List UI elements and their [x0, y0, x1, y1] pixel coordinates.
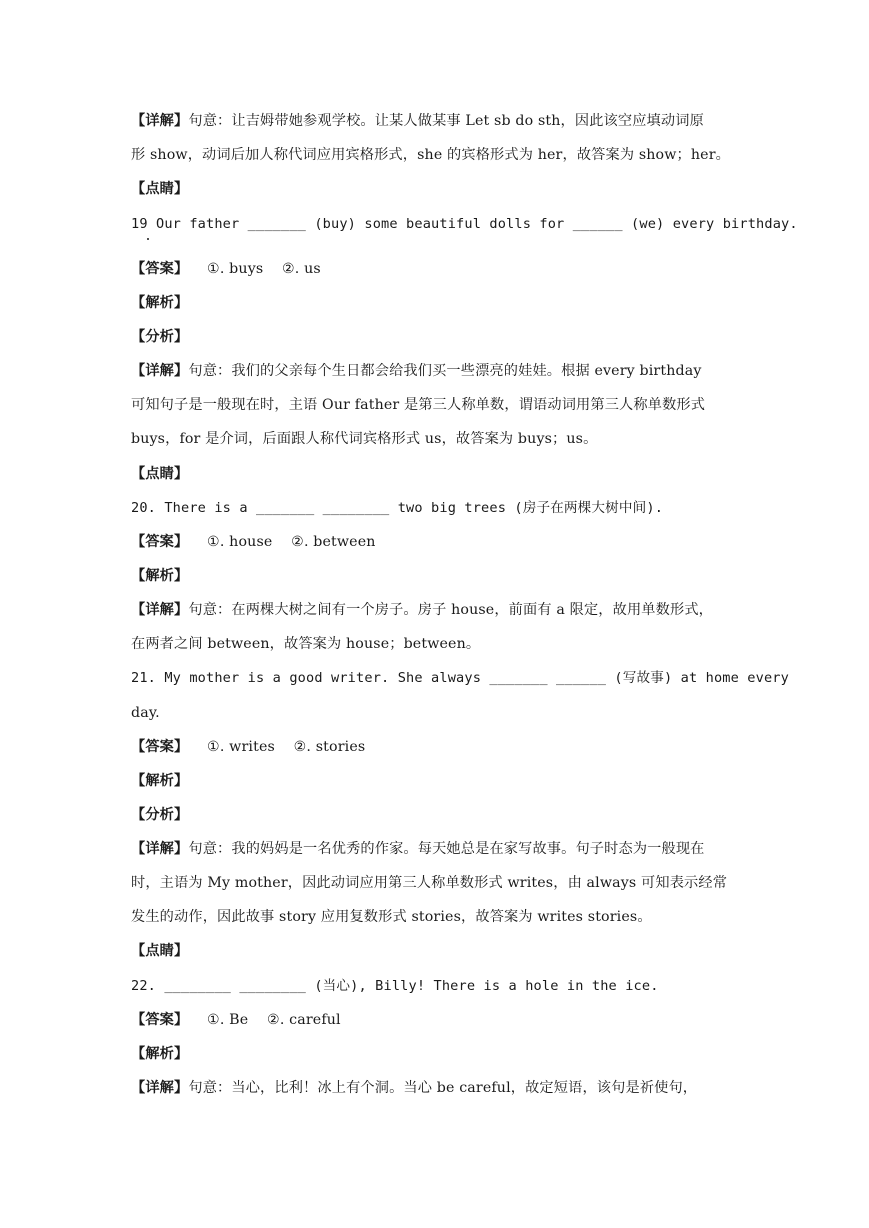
label-comment: 【点睛】: [131, 943, 189, 959]
question-19: [131, 214, 798, 234]
line-text: 时，主语为 My mother，因此动词应用第三人称单数形式 writes，由 always 可知表示经常: [131, 875, 728, 891]
label-detail: 【详解】: [131, 602, 189, 618]
label-detail: 【详解】: [131, 1080, 189, 1096]
line-29: [131, 1078, 751, 1098]
answer-21: [131, 737, 751, 757]
line-text: 可知句子是一般现在时，主语 Our father 是第三人称单数，谓语动词用第三人称单数形式: [131, 397, 706, 413]
label-parse: 【解析】: [131, 568, 189, 584]
line-28: [131, 1044, 751, 1064]
label-answer: 【答案】: [131, 534, 189, 550]
label-detail: 【详解】: [131, 363, 189, 379]
line-25: [131, 941, 751, 961]
question-22: [131, 976, 751, 996]
label-parse: 【解析】: [131, 295, 189, 311]
label-analysis: 【分析】: [131, 807, 189, 823]
answer-20: [131, 532, 751, 552]
question-20: [131, 498, 751, 518]
line-20: [131, 771, 751, 791]
line-text: day.: [131, 705, 160, 721]
label-answer: 【答案】: [131, 739, 189, 755]
label-comment: 【点睛】: [131, 466, 189, 482]
label-parse: 【解析】: [131, 1046, 189, 1062]
line-16: [131, 634, 751, 654]
line-8: [131, 361, 751, 381]
line-1: [131, 111, 751, 131]
label-parse: 【解析】: [131, 773, 189, 789]
line-text: 形 show，动词后加人称代词应用宾格形式，she 的宾格形式为 her，故答案为 show；her。: [131, 147, 730, 163]
label-answer: 【答案】: [131, 1012, 189, 1028]
line-3: [131, 179, 751, 199]
question-text: 20. There is a _______ ________ two big trees (房子在两棵大树中间).: [131, 500, 664, 516]
line-text: 句意：我们的父亲每个生日都会给我们买一些漂亮的娃娃。根据 every birthday: [188, 363, 702, 379]
line-2: [131, 145, 751, 165]
label-answer: 【答案】: [131, 261, 189, 277]
line-7: [131, 327, 751, 347]
line-text: 句意：在两棵大树之间有一个房子。房子 house，前面有 a 限定，故用单数形式，: [188, 602, 713, 618]
answer-22: [131, 1010, 751, 1030]
question-text: 19 Our father _______ (buy) some beautiful dolls for ______ (we) every birthday.: [131, 216, 798, 232]
line-text: 句意：当心，比利！冰上有个洞。当心 be careful，故定短语，该句是祈使句，: [188, 1080, 698, 1096]
question-21: [131, 668, 789, 688]
line-text: buys，for 是介词，后面跟人称代词宾格形式 us，故答案为 buys；us。: [131, 431, 598, 447]
stray-dot: [147, 238, 149, 240]
answer-text: ①. writes ②. stories: [188, 739, 366, 755]
label-comment: 【点睛】: [131, 181, 189, 197]
line-10: [131, 429, 751, 449]
line-23: [131, 873, 751, 893]
label-detail: 【详解】: [131, 841, 189, 857]
answer-19: [131, 259, 751, 279]
answer-text: ①. Be ②. careful: [188, 1012, 341, 1028]
line-22: [131, 839, 751, 859]
line-text: 句意：我的妈妈是一名优秀的作家。每天她总是在家写故事。句子时态为一般现在: [188, 841, 705, 857]
label-detail: 【详解】: [131, 113, 189, 129]
label-analysis: 【分析】: [131, 329, 189, 345]
answer-text: ①. house ②. between: [188, 534, 376, 550]
line-11: [131, 464, 751, 484]
line-6: [131, 293, 751, 313]
line-text: 在两者之间 between，故答案为 house；between。: [131, 636, 481, 652]
line-18: [131, 703, 751, 723]
answer-text: ①. buys ②. us: [188, 261, 321, 277]
line-text: 发生的动作，因此故事 story 应用复数形式 stories，故答案为 writes stories。: [131, 909, 652, 925]
line-text: 句意：让吉姆带她参观学校。让某人做某事 Let sb do sth，因此该空应填动词原: [188, 113, 704, 129]
question-text: 22. ________ ________ (当心), Billy! There is a hole in the ice.: [131, 978, 659, 994]
line-21: [131, 805, 751, 825]
question-text: 21. My mother is a good writer. She always _______ ______ (写故事) at home every: [131, 670, 789, 686]
line-15: [131, 600, 751, 620]
line-14: [131, 566, 751, 586]
line-24: [131, 907, 751, 927]
line-9: [131, 395, 751, 415]
